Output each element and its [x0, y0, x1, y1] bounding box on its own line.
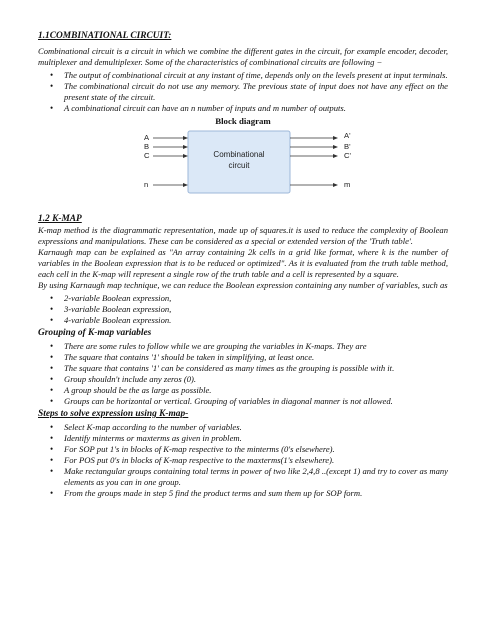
block-diagram [38, 129, 448, 205]
output-label-a: A' [344, 131, 351, 140]
section1-intro: Combinational circuit is a circuit in which we combine the different gates in the circuit, for example encoder, decoder, multiplexer and demultiplexer. Some of the characteristics of combinational circuits are following − [38, 46, 448, 67]
input-arrowhead-c [183, 154, 188, 158]
output-arrowhead-a [333, 136, 338, 140]
kmap-paragraph-1: K-map method is the diagrammatic representation, made up of squares.it is used to reduce the complexity of Boolean expressions and manipulations. These can be considered as a special or extended version of the 'Truth table'. [38, 225, 448, 246]
output-arrowhead-b [333, 145, 338, 149]
output-label-c: C' [344, 151, 351, 160]
input-label-b: B [144, 142, 150, 151]
input-arrowhead-a [183, 136, 188, 140]
input-label-c: C [144, 151, 150, 160]
list-item: • A combinational circuit can have an n number of inputs and m number of outputs. [38, 103, 448, 114]
box-label-line2: circuit [228, 161, 250, 170]
kmap-paragraph-2: Karnaugh map can be explained as "An array containing 2k cells in a grid like format, where k is the number of variables in the Boolean expression that is to be reduced or optimized". As it is evaluated from the truth table method, each cell in the K-map will represent a single row of the truth table and a cell is represented by a square. [38, 247, 448, 279]
list-item: • Identify minterms or maxterms as given in problem. [38, 433, 448, 444]
variable-bullet-list [38, 293, 448, 326]
output-label-b: B' [344, 142, 351, 151]
section1-heading: 1.1COMBINATIONAL CIRCUIT: [38, 31, 172, 41]
output-arrowhead-m [333, 183, 338, 187]
input-arrowhead-b [183, 145, 188, 149]
diagram-title: Block diagram [215, 116, 271, 126]
list-item: • Group shouldn't include any zeros (0). [38, 374, 448, 385]
kmap-paragraph-3: By using Karnaugh map technique, we can reduce the Boolean expression containing any number of variables, such as [38, 280, 448, 290]
list-item: • The combinational circuit do not use any memory. The previous state of input does not have any effect on the present state of the circuit. [38, 81, 448, 103]
document-page [38, 30, 448, 501]
list-item: • Groups can be horizontal or vertical. Grouping of variables in diagonal manner is not allowed. [38, 396, 448, 407]
list-item: • 3-variable Boolean expression, [38, 304, 448, 315]
box-label-line1: Combinational [213, 150, 265, 159]
list-item: • Make rectangular groups containing total terms in power of two like 2,4,8 ..(except 1) and try to cover as many elements as you can in one group. [38, 466, 448, 488]
list-item: • For SOP put 1's in blocks of K-map respective to the minterms (0's elsewhere). [38, 444, 448, 455]
input-arrowhead-n [183, 183, 188, 187]
list-item: • A group should be the as large as possible. [38, 385, 448, 396]
steps-heading: Steps to solve expression using K-map- [38, 409, 189, 419]
output-label-m: m [344, 180, 351, 189]
grouping-bullet-list [38, 341, 448, 407]
list-item: • Select K-map according to the number of variables. [38, 422, 448, 433]
grouping-heading: Grouping of K-map variables [38, 328, 152, 338]
output-arrowhead-c [333, 154, 338, 158]
list-item: • There are some rules to follow while we are grouping the variables in K-maps. They are [38, 341, 448, 352]
list-item: • 4-variable Boolean expression. [38, 315, 448, 326]
list-item: • For POS put 0's in blocks of K-map respective to the maxterms(1's elsewhere). [38, 455, 448, 466]
section1-bullet-list [38, 70, 448, 114]
section2-heading: 1.2 K-MAP [38, 214, 82, 224]
input-label-a: A [144, 133, 150, 142]
list-item: • From the groups made in step 5 find the product terms and sum them up for SOP form. [38, 488, 448, 499]
list-item: • 2-variable Boolean expression, [38, 293, 448, 304]
list-item: • The output of combinational circuit at any instant of time, depends only on the levels present at input terminals. [38, 70, 448, 81]
input-label-n: n [144, 180, 149, 189]
box-label [198, 149, 280, 171]
list-item: • The square that contains '1' should be taken in simplifying, at least once. [38, 352, 448, 363]
steps-bullet-list [38, 422, 448, 499]
list-item: • The square that contains '1' can be considered as many times as the grouping is possible with it. [38, 363, 448, 374]
